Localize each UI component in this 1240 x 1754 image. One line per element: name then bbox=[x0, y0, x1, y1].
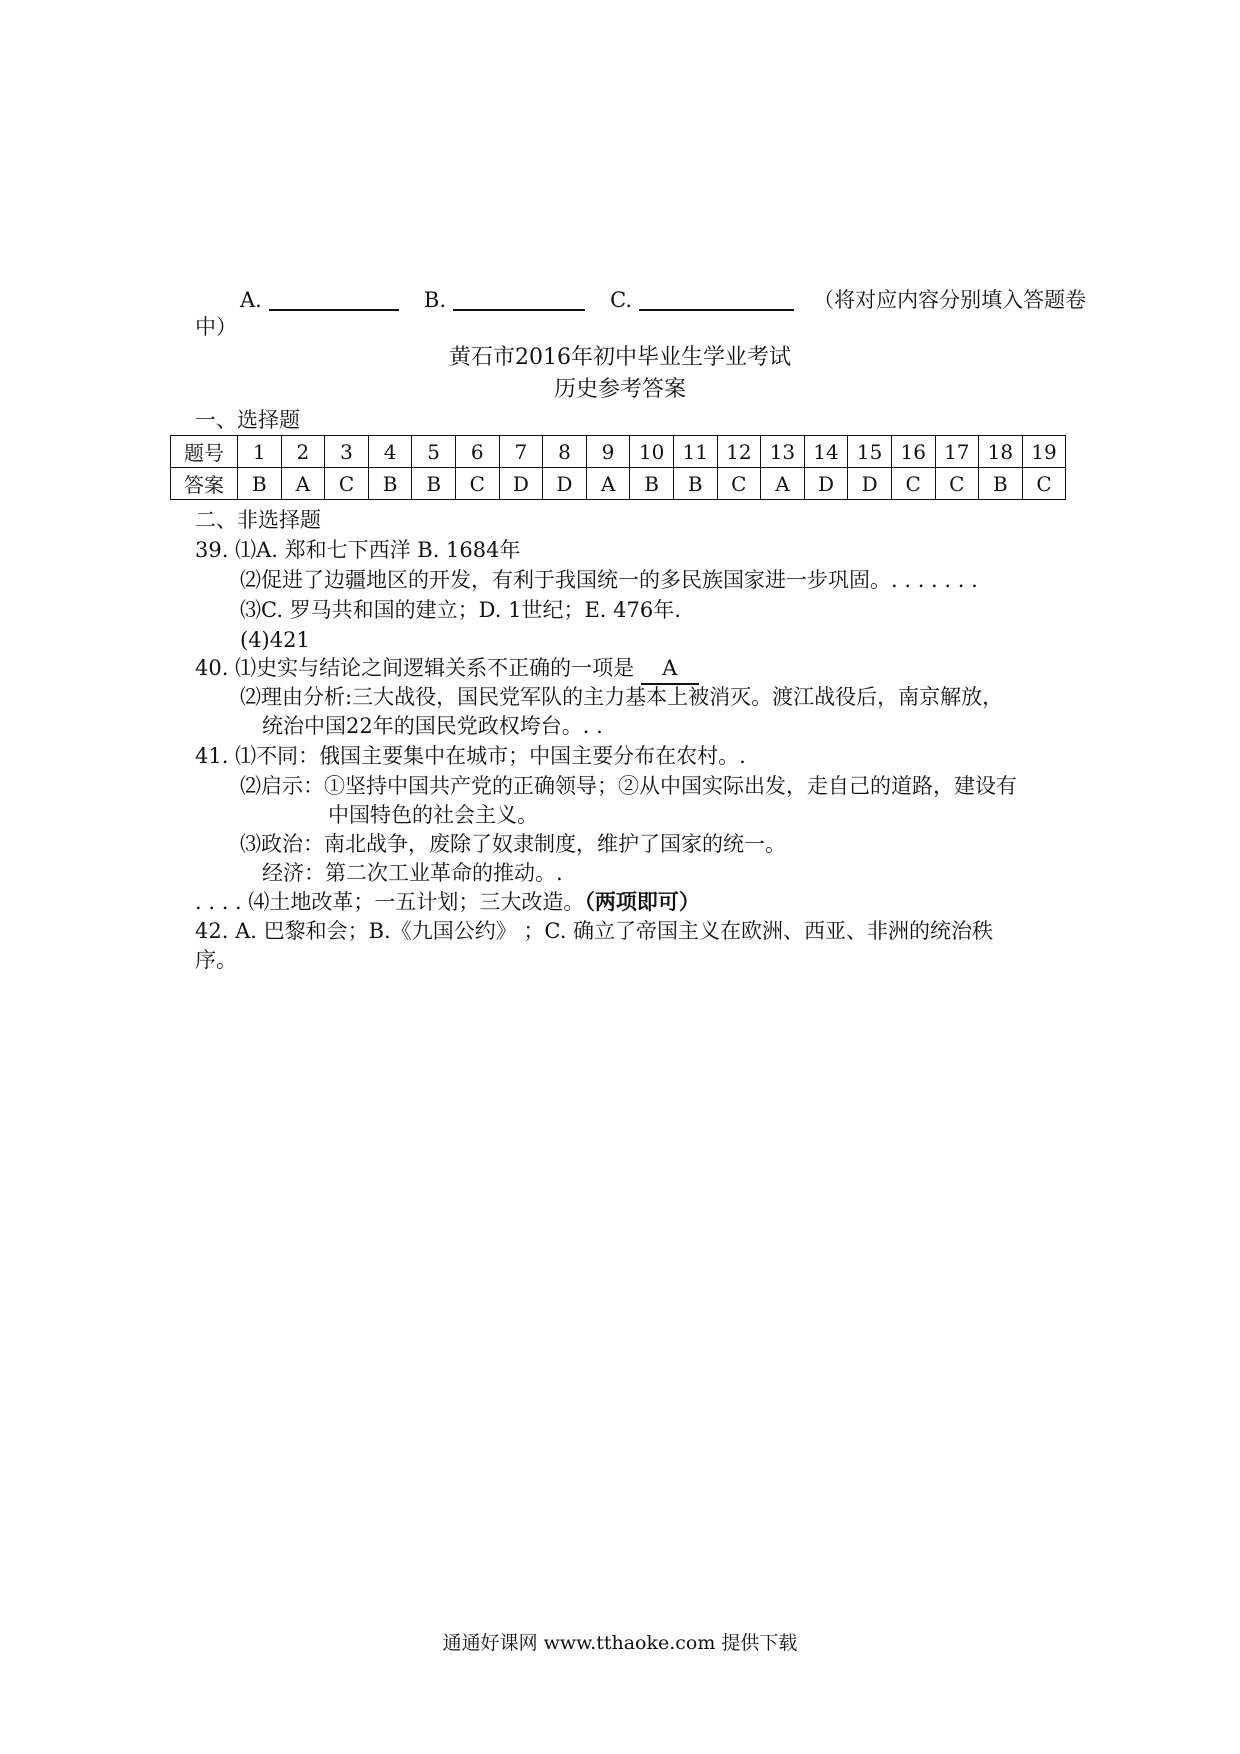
answer-row bbox=[171, 468, 1066, 500]
answer-cell: B bbox=[412, 468, 456, 500]
page-title: 黄石市2016年初中毕业生学业考试 bbox=[449, 345, 791, 370]
question-number-row bbox=[171, 436, 1066, 468]
fill-instruction-cont: 中） bbox=[195, 315, 237, 339]
blank-label-b: B. bbox=[423, 288, 447, 312]
q40-question: 40. ⑴史实与结论之间逻辑关系不正确的一项是 bbox=[195, 656, 635, 680]
q41-line-6-text: . . . . ⑷土地改革；一五计划；三大改造。 bbox=[195, 890, 585, 914]
q40-line-3: 统治中国22年的国民党政权垮台。. . bbox=[262, 714, 603, 738]
question-number: 12 bbox=[717, 436, 761, 468]
answer-cell: C bbox=[891, 468, 935, 500]
row-header-question: 题号 bbox=[171, 436, 238, 468]
section-heading-nonchoice: 二、非选择题 bbox=[195, 508, 321, 532]
answer-cell: D bbox=[543, 468, 587, 500]
question-number: 4 bbox=[368, 436, 412, 468]
q41-line-6 bbox=[195, 887, 700, 917]
q41-line-6-note: （两项即可） bbox=[584, 889, 700, 914]
fill-instruction: （将对应内容分别填入答题卷 bbox=[813, 288, 1087, 312]
blank-label-a: A. bbox=[240, 288, 262, 312]
question-number: 5 bbox=[412, 436, 456, 468]
question-number: 19 bbox=[1022, 436, 1066, 468]
q40-answer: A bbox=[641, 653, 699, 685]
q42-line-2: 序。 bbox=[195, 948, 237, 972]
question-number: 13 bbox=[761, 436, 805, 468]
q39-line-1: 39. ⑴A. 郑和七下西洋 B. 1684年 bbox=[195, 538, 521, 562]
question-number: 11 bbox=[673, 436, 717, 468]
blank-c bbox=[639, 287, 794, 311]
answer-cell: B bbox=[368, 468, 412, 500]
answer-cell: B bbox=[673, 468, 717, 500]
footer-source: 通通好课网 www.tthaoke.com 提供下载 bbox=[442, 1632, 798, 1654]
answer-cell: B bbox=[630, 468, 674, 500]
page-subtitle: 历史参考答案 bbox=[553, 377, 686, 402]
q42-line-1: 42. A. 巴黎和会；B.《九国公约》 ；C. 确立了帝国主义在欧洲、西亚、非洲的统治秩 bbox=[195, 919, 994, 943]
question-number: 18 bbox=[979, 436, 1023, 468]
question-number: 7 bbox=[499, 436, 543, 468]
row-header-answer: 答案 bbox=[171, 468, 238, 500]
question-number: 3 bbox=[325, 436, 369, 468]
answer-cell: C bbox=[1022, 468, 1066, 500]
section-heading-choice: 一、选择题 bbox=[195, 408, 300, 432]
blank-label-c: C. bbox=[610, 288, 633, 312]
question-number: 16 bbox=[891, 436, 935, 468]
question-number: 15 bbox=[848, 436, 892, 468]
question-number: 1 bbox=[238, 436, 282, 468]
blank-a bbox=[269, 287, 399, 311]
question-number: 8 bbox=[543, 436, 587, 468]
fill-blank-line bbox=[240, 285, 1086, 315]
answer-cell: B bbox=[238, 468, 282, 500]
q41-line-5: 经济：第二次工业革命的推动。. bbox=[262, 861, 563, 885]
q41-line-1: 41. ⑴不同：俄国主要集中在城市；中国主要分布在农村。. bbox=[195, 744, 746, 768]
q39-line-2: ⑵促进了边疆地区的开发，有利于我国统一的多民族国家进一步巩固。. . . . . . . bbox=[240, 568, 978, 592]
answer-cell: A bbox=[586, 468, 630, 500]
answer-cell: C bbox=[935, 468, 979, 500]
q41-line-3: 中国特色的社会主义。 bbox=[328, 803, 538, 827]
q40-line-1 bbox=[195, 653, 699, 685]
question-number: 2 bbox=[281, 436, 325, 468]
q41-line-4: ⑶政治：南北战争，废除了奴隶制度，维护了国家的统一。 bbox=[240, 832, 786, 856]
answer-cell: A bbox=[761, 468, 805, 500]
blank-b bbox=[453, 287, 585, 311]
answer-cell: B bbox=[979, 468, 1023, 500]
q40-line-2: ⑵理由分析:三大战役，国民党军队的主力基本上被消灭。渡江战役后，南京解放， bbox=[240, 685, 1004, 709]
answer-cell: D bbox=[848, 468, 892, 500]
answer-cell: D bbox=[499, 468, 543, 500]
q41-line-2: ⑵启示：①坚持中国共产党的正确领导；②从中国实际出发，走自己的道路，建设有 bbox=[240, 774, 1017, 798]
question-number: 17 bbox=[935, 436, 979, 468]
answer-table bbox=[170, 435, 1066, 500]
q39-line-3: ⑶C. 罗马共和国的建立；D. 1世纪；E. 476年. bbox=[240, 598, 681, 622]
question-number: 14 bbox=[804, 436, 848, 468]
question-number: 9 bbox=[586, 436, 630, 468]
answer-cell: C bbox=[325, 468, 369, 500]
q39-line-4: (4)421 bbox=[240, 628, 310, 652]
answer-cell: C bbox=[455, 468, 499, 500]
question-number: 6 bbox=[455, 436, 499, 468]
answer-cell: A bbox=[281, 468, 325, 500]
answer-cell: C bbox=[717, 468, 761, 500]
question-number: 10 bbox=[630, 436, 674, 468]
answer-cell: D bbox=[804, 468, 848, 500]
